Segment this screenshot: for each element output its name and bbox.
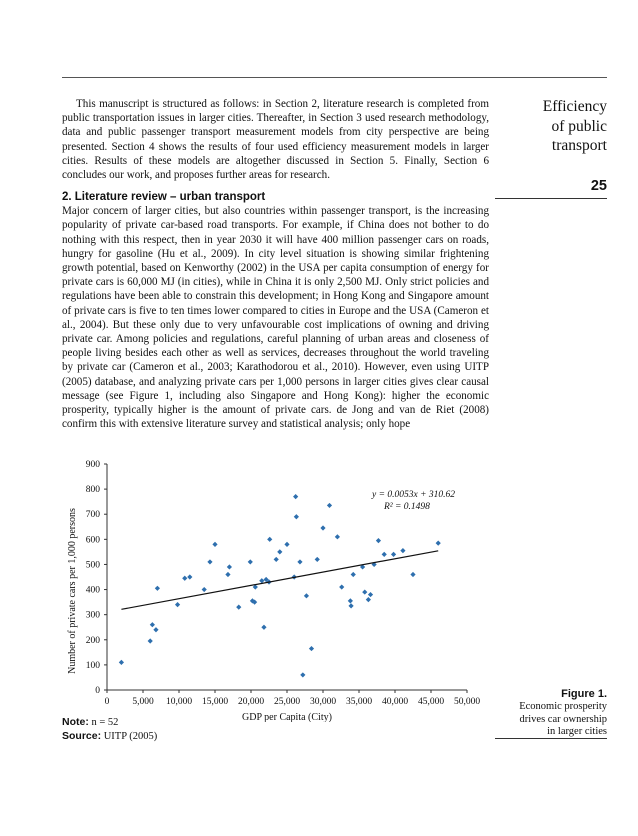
note-label: Note: — [62, 716, 89, 728]
y-axis-label: Number of private cars per 1,000 persons — [67, 508, 78, 674]
trendline-equation: y = 0.0053x + 310.62 — [372, 490, 456, 500]
source-line — [62, 730, 157, 744]
data-point — [155, 586, 160, 591]
y-tick-label: 900 — [85, 460, 100, 470]
x-tick-label: 40,000 — [381, 697, 409, 707]
intro-paragraph: This manuscript is structured as follows: in Section 2, literature research is completed from public transportation issues in larger cities. Thereafter, in Section 3 used research methodology, data and public passenger transport measurement models from city perspective are being presented. Section 4 shows the results of four used efficiency measurement models in larger cities. Results of these models are altogether discussed in Section 5. Finally, Section 6 concludes our work, and proposes further areas for research. — [62, 98, 489, 182]
data-point — [348, 603, 353, 608]
data-point — [284, 542, 289, 547]
data-point — [119, 660, 124, 665]
running-title-line: transport — [551, 137, 607, 154]
data-point — [315, 557, 320, 562]
figure-caption — [492, 688, 607, 739]
x-tick-label: 10,000 — [165, 697, 193, 707]
y-tick-label: 500 — [85, 560, 100, 571]
data-point — [297, 559, 302, 564]
data-point — [410, 572, 415, 577]
data-point — [274, 557, 279, 562]
y-tick-label: 200 — [85, 635, 100, 646]
data-point — [327, 503, 332, 508]
data-point — [153, 627, 158, 632]
data-point — [277, 549, 282, 554]
page-number-rule — [495, 198, 607, 199]
data-point — [212, 542, 217, 547]
data-point — [261, 625, 266, 630]
note-line — [62, 716, 157, 730]
x-tick-label: 15,000 — [201, 697, 229, 707]
data-point — [267, 537, 272, 542]
data-point — [335, 534, 340, 539]
x-tick-label: 20,000 — [237, 697, 265, 707]
chart-points — [119, 494, 441, 677]
y-tick-label: 100 — [85, 660, 100, 671]
main-text-column — [62, 97, 489, 431]
trendline — [121, 551, 438, 610]
data-point — [293, 494, 298, 499]
data-point — [309, 646, 314, 651]
data-point — [225, 572, 230, 577]
source-label: Source: — [62, 729, 102, 742]
data-point — [348, 598, 353, 603]
x-tick-label: 45,000 — [417, 697, 445, 707]
data-point — [376, 538, 381, 543]
data-point — [294, 514, 299, 519]
data-point — [400, 548, 405, 553]
running-title-line: of public — [551, 117, 607, 135]
figure-caption-line: drives car ownership — [519, 713, 607, 725]
data-point — [148, 638, 153, 643]
note-text: n = 52 — [88, 717, 119, 728]
data-point — [175, 602, 180, 607]
chart-trendline — [121, 490, 455, 609]
page-number: 25 — [590, 178, 607, 194]
y-tick-label: 800 — [85, 485, 100, 496]
data-point — [351, 572, 356, 577]
data-point — [391, 552, 396, 557]
figure-caption-rule — [495, 738, 607, 739]
data-point — [202, 587, 207, 592]
x-tick-label: 0 — [104, 697, 110, 707]
data-point — [436, 541, 441, 546]
y-tick-label: 600 — [85, 535, 100, 546]
trendline-r-squared: R² = 0.1498 — [384, 502, 430, 512]
data-point — [339, 584, 344, 589]
running-title — [497, 97, 607, 156]
literature-review-paragraph: Major concern of larger cities, but also countries within passenger transport, is the increasing popularity of private car-based road transports. For example, if China does not bother to do nothing with this respect, then in year 2030 it will have 400 million passenger cars on roads, hungry for gasoline (Hu et al., 2009). In city level situation is showing similar frightening growth potential, based on Kenworthy (2002) in the USA per capita consumption of energy for private cars is 60,000 MJ (in cities), while in China it is only 2,500 MJ. Only strict policies and regulations have been able to constrain this development; in Hong Kong and Singapore amount of private cars is five to ten times lower compared to cities in Europe and the USA (Cameron et al., 2004). But these only due to very unfavourable cost implications of owning and driving private car. Among policies and regulations, careful planning of urban areas and closeness of people living besides each other as well as services, decreases throughout the world traveling by private car (Cameron et al., 2003; Karathodorou et al., 2010). However, even using UITP (2005) database, and analyzing private cars per 1,000 persons in larger cities gives clear causal message (see Figure 1, including also Singapore and Hong Kong): higher the economic prosperity, typically higher is the amount of private cars. de Jong and van de Riet (2008) confirm this with extensive literature survey and statistical analysis; only hope — [62, 205, 489, 431]
data-point — [236, 605, 241, 610]
y-tick-label: 400 — [85, 585, 100, 596]
data-point — [248, 559, 253, 564]
figure-caption-line: in larger cities — [547, 726, 607, 738]
data-point — [300, 672, 305, 677]
figure-label: Figure 1. — [561, 688, 607, 700]
x-axis-label: GDP per Capita (City) — [242, 712, 332, 722]
data-point — [320, 525, 325, 530]
top-rule — [62, 77, 607, 78]
x-tick-label: 5,000 — [132, 697, 154, 707]
data-point — [382, 552, 387, 557]
data-point — [207, 559, 212, 564]
figure-notes — [62, 716, 157, 743]
y-tick-label: 700 — [85, 510, 100, 521]
data-point — [304, 593, 309, 598]
figure-caption-line: Economic prosperity — [519, 700, 607, 712]
y-tick-label: 0 — [95, 686, 100, 696]
data-point — [187, 574, 192, 579]
x-tick-label: 30,000 — [309, 697, 337, 707]
section-heading: 2. Literature review – urban transport — [62, 191, 266, 204]
data-point — [366, 597, 371, 602]
running-title-line: Efficiency — [542, 98, 607, 115]
x-tick-label: 25,000 — [273, 697, 301, 707]
data-point — [362, 589, 367, 594]
source-text: UITP (2005) — [101, 730, 158, 742]
scatter-chart — [62, 450, 490, 722]
chart-svg — [62, 450, 490, 722]
data-point — [182, 576, 187, 581]
data-point — [150, 622, 155, 627]
x-tick-label: 35,000 — [345, 697, 373, 707]
data-point — [368, 592, 373, 597]
y-tick-label: 300 — [85, 610, 100, 621]
x-tick-label: 50,000 — [453, 697, 481, 707]
data-point — [227, 564, 232, 569]
